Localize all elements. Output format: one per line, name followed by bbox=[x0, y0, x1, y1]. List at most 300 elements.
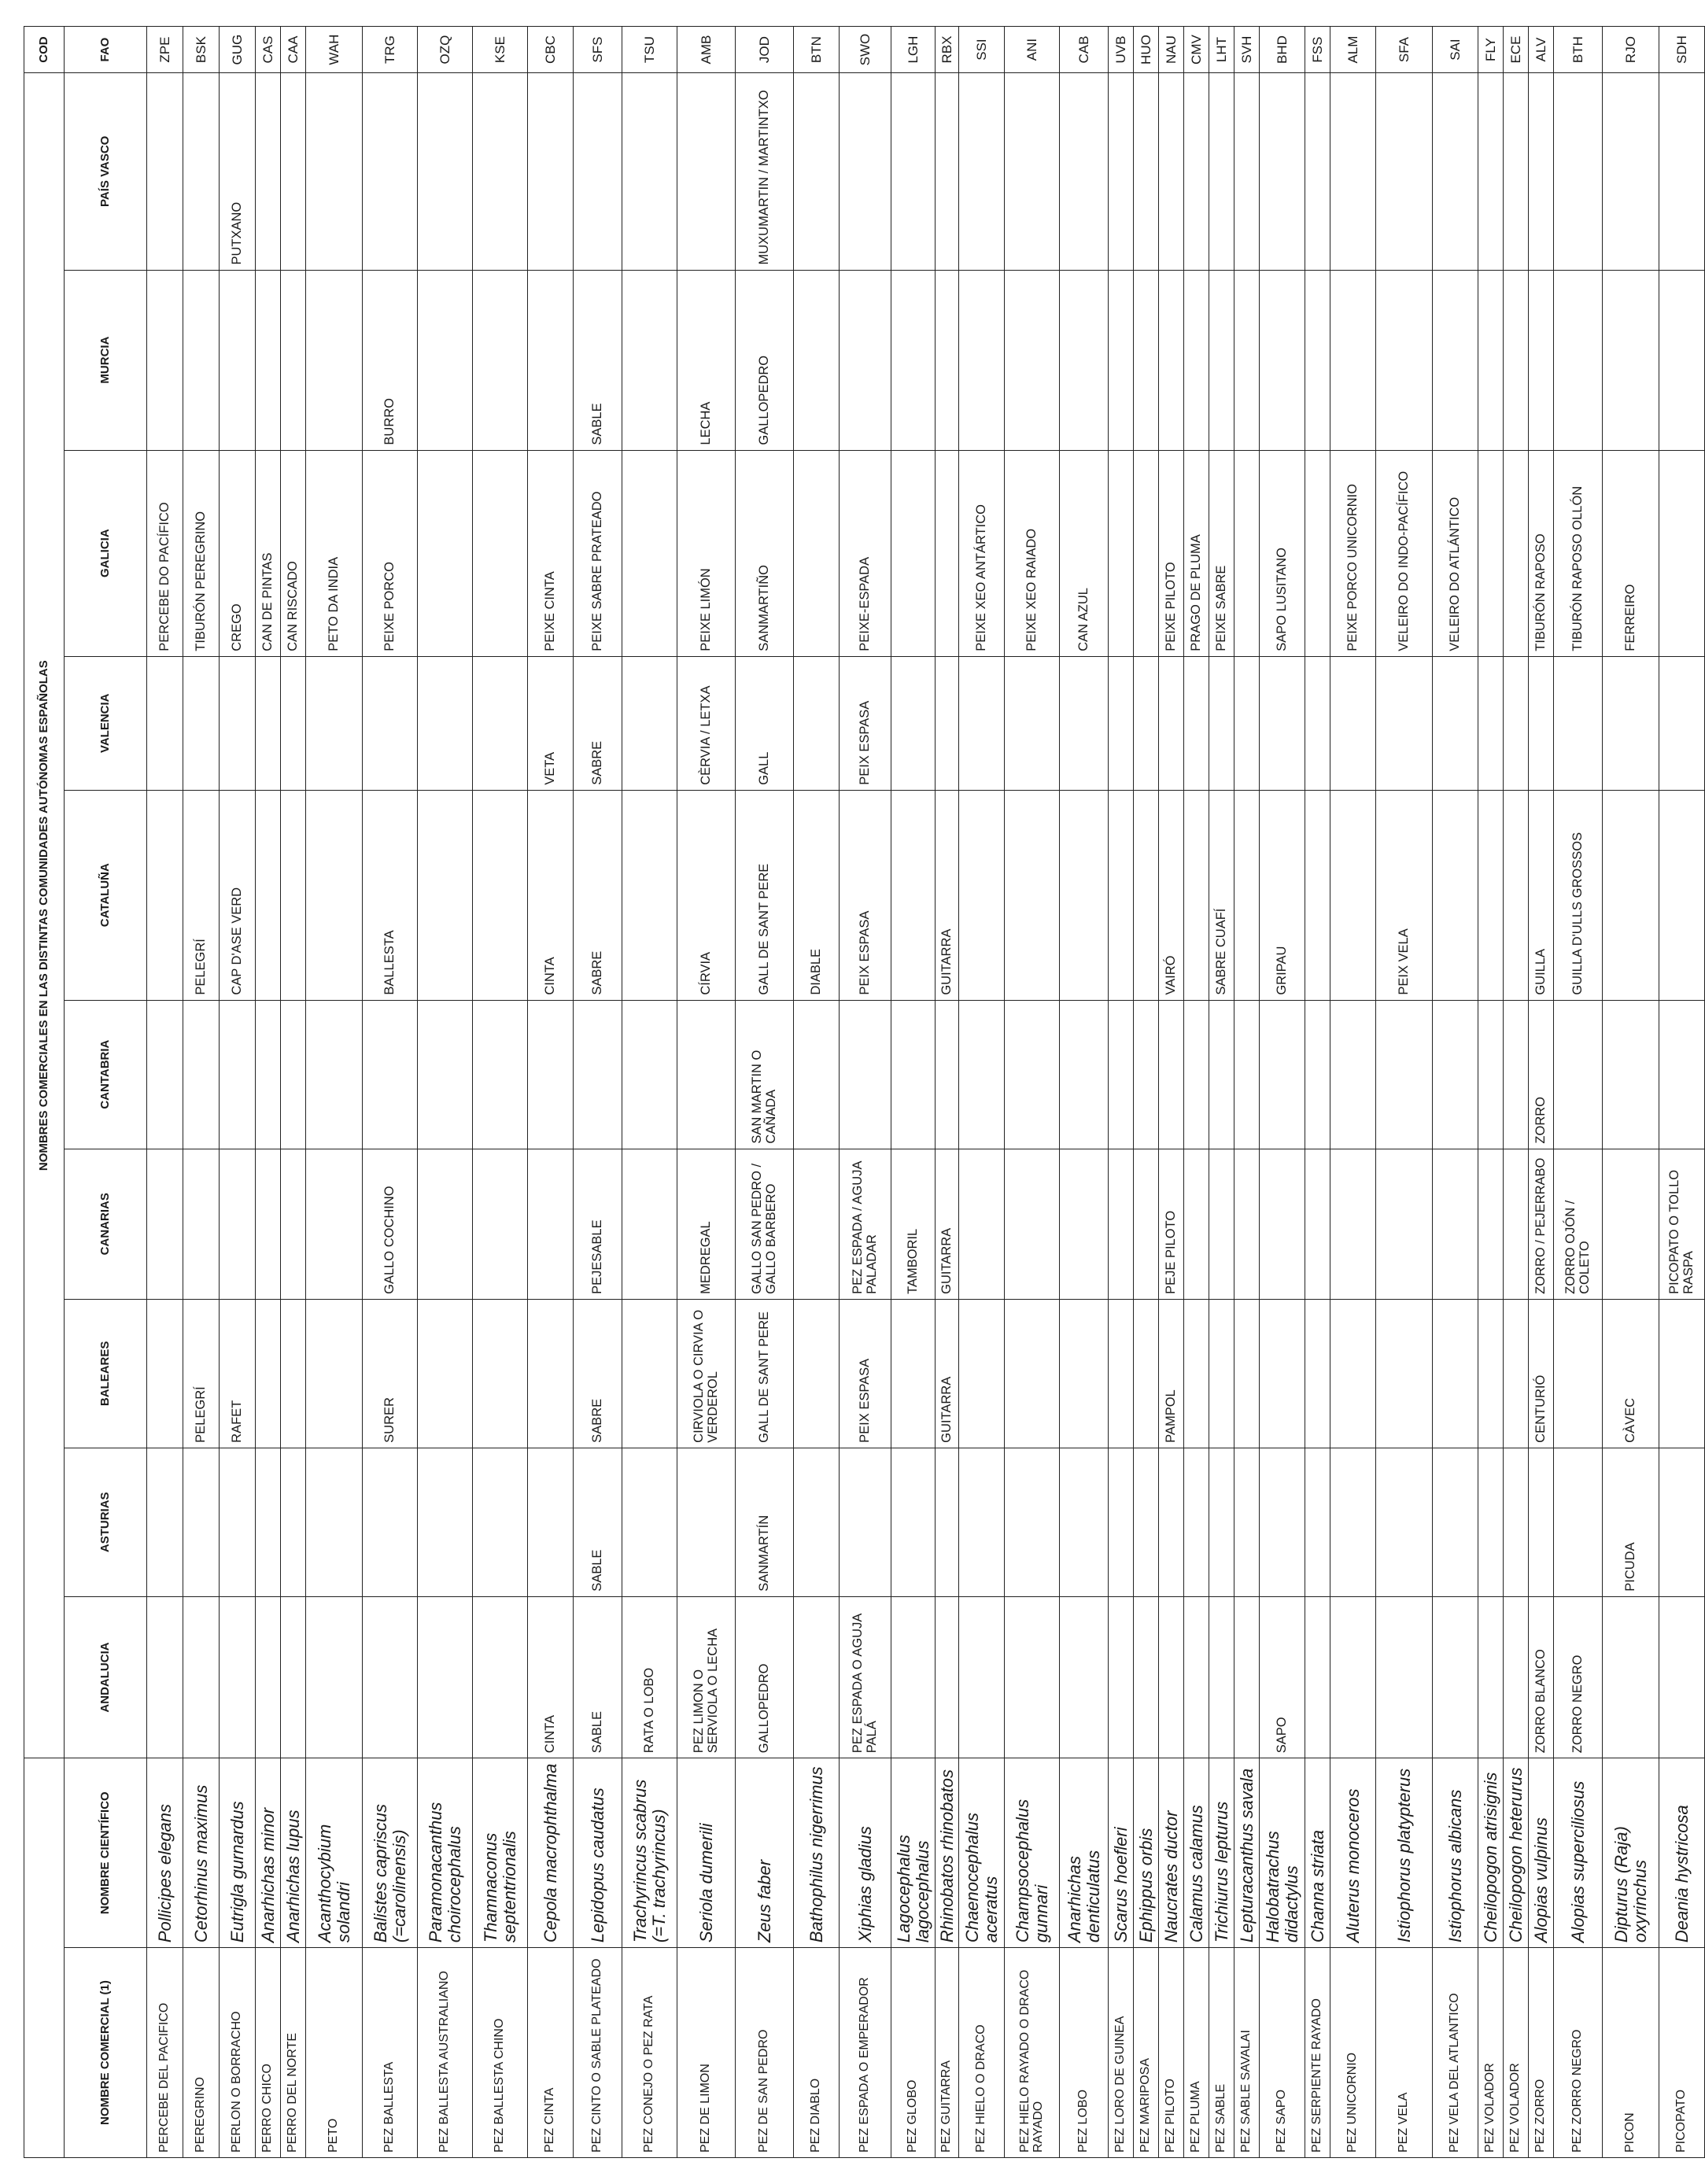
pais-vasco-cell bbox=[1134, 73, 1159, 270]
cataluna-cell: PELEGRÍ bbox=[183, 790, 220, 1000]
baleares-cell bbox=[1659, 1299, 1705, 1448]
canarias-cell: PEJESABLE bbox=[574, 1149, 622, 1299]
valencia-cell bbox=[1376, 656, 1433, 790]
col-header: MURCIA bbox=[65, 270, 147, 450]
scientific-name-cell: Alopias superciliosus bbox=[1554, 1758, 1603, 1948]
fao-code-cell: UVB bbox=[1109, 27, 1134, 73]
murcia-cell bbox=[1529, 270, 1554, 450]
table-row bbox=[220, 27, 256, 2158]
common-name-cell: PEZ DE LIMON bbox=[677, 1948, 736, 2158]
canarias-cell: ZORRO / PEJERRABO bbox=[1529, 1149, 1554, 1299]
cataluna-cell bbox=[1603, 790, 1659, 1000]
valencia-cell bbox=[622, 656, 677, 790]
canarias-cell bbox=[1433, 1149, 1478, 1299]
murcia-cell bbox=[220, 270, 256, 450]
andalucia-cell bbox=[1005, 1596, 1060, 1758]
scientific-name-cell: Paramonacanthus choirocephalus bbox=[418, 1758, 473, 1948]
scientific-name-cell: Cepola macrophthalma bbox=[528, 1758, 574, 1948]
murcia-cell bbox=[1260, 270, 1305, 450]
valencia-cell bbox=[1109, 656, 1134, 790]
header-blank bbox=[24, 1758, 65, 2158]
valencia-cell bbox=[306, 656, 363, 790]
col-header: PAÍS VASCO bbox=[65, 73, 147, 270]
canarias-cell bbox=[1234, 1149, 1260, 1299]
col-header: ASTURIAS bbox=[65, 1448, 147, 1596]
cataluna-cell bbox=[1330, 790, 1376, 1000]
cataluna-cell bbox=[622, 790, 677, 1000]
baleares-cell bbox=[1376, 1299, 1433, 1448]
pais-vasco-cell bbox=[1504, 73, 1529, 270]
canarias-cell bbox=[281, 1149, 306, 1299]
galicia-cell: VELEIRO DO INDO-PACÍFICO bbox=[1376, 450, 1433, 656]
fao-code-cell: SAI bbox=[1433, 27, 1478, 73]
col-header: NOMBRE COMERCIAL (1) bbox=[65, 1948, 147, 2158]
fao-code-cell: CMV bbox=[1184, 27, 1209, 73]
murcia-cell bbox=[959, 270, 1005, 450]
cataluna-cell: DIABLE bbox=[794, 790, 840, 1000]
group-title: NOMBRES COMERCIALES EN LAS DISTINTAS COMUNIDADES AUTÓNOMAS ESPAÑOLAS bbox=[24, 73, 65, 1758]
galicia-cell: PEIXE PILOTO bbox=[1159, 450, 1184, 656]
murcia-cell bbox=[1376, 270, 1433, 450]
galicia-cell: CAN AZUL bbox=[1060, 450, 1109, 656]
cataluna-cell: CÍRVIA bbox=[677, 790, 736, 1000]
valencia-cell bbox=[1184, 656, 1209, 790]
baleares-cell bbox=[1554, 1299, 1603, 1448]
fao-code-cell: FSS bbox=[1305, 27, 1330, 73]
common-name-cell: PEZ VELA DEL ATLANTICO bbox=[1433, 1948, 1478, 2158]
valencia-cell: CÈRVIA / LETXA bbox=[677, 656, 736, 790]
murcia-cell bbox=[256, 270, 281, 450]
baleares-cell bbox=[306, 1299, 363, 1448]
valencia-cell bbox=[891, 656, 936, 790]
valencia-cell bbox=[1603, 656, 1659, 790]
common-name-cell: PEZ ESPADA O EMPERADOR bbox=[840, 1948, 891, 2158]
fao-code-cell: SDH bbox=[1659, 27, 1705, 73]
murcia-cell bbox=[1159, 270, 1184, 450]
andalucia-cell bbox=[256, 1596, 281, 1758]
baleares-cell: GUITARRA bbox=[936, 1299, 959, 1448]
table-row bbox=[1330, 27, 1376, 2158]
asturias-cell bbox=[1330, 1448, 1376, 1596]
andalucia-cell bbox=[363, 1596, 418, 1758]
cataluna-cell bbox=[1478, 790, 1504, 1000]
valencia-cell bbox=[220, 656, 256, 790]
fao-code-cell: JOD bbox=[736, 27, 794, 73]
galicia-cell bbox=[794, 450, 840, 656]
pais-vasco-cell bbox=[1109, 73, 1134, 270]
scientific-name-cell: Naucrates ductor bbox=[1159, 1758, 1184, 1948]
col-header: CANTABRIA bbox=[65, 1000, 147, 1149]
baleares-cell: GALL DE SANT PERE bbox=[736, 1299, 794, 1448]
cantabria-cell: SAN MARTIN O CAÑADA bbox=[736, 1000, 794, 1149]
valencia-cell bbox=[1159, 656, 1184, 790]
andalucia-cell: SAPO bbox=[1260, 1596, 1305, 1758]
andalucia-cell bbox=[1659, 1596, 1705, 1758]
andalucia-cell bbox=[891, 1596, 936, 1758]
pais-vasco-cell bbox=[147, 73, 183, 270]
murcia-cell bbox=[1659, 270, 1705, 450]
baleares-cell bbox=[1060, 1299, 1109, 1448]
cantabria-cell bbox=[1305, 1000, 1330, 1149]
murcia-cell: BURRO bbox=[363, 270, 418, 450]
table-row bbox=[1433, 27, 1478, 2158]
baleares-cell bbox=[959, 1299, 1005, 1448]
common-name-cell: PEZ LORO DE GUINEA bbox=[1109, 1948, 1134, 2158]
asturias-cell bbox=[281, 1448, 306, 1596]
pais-vasco-cell bbox=[1659, 73, 1705, 270]
fao-code-cell: SFA bbox=[1376, 27, 1433, 73]
canarias-cell bbox=[1260, 1149, 1305, 1299]
scientific-name-cell: Deania hystricosa bbox=[1659, 1758, 1705, 1948]
scientific-name-cell: Channa striata bbox=[1305, 1758, 1330, 1948]
fao-code-cell: LGH bbox=[891, 27, 936, 73]
canarias-cell: MEDREGAL bbox=[677, 1149, 736, 1299]
canarias-cell bbox=[1209, 1149, 1234, 1299]
andalucia-cell: PEZ ESPADA O AGUJA PALÁ bbox=[840, 1596, 891, 1758]
cantabria-cell bbox=[528, 1000, 574, 1149]
cataluna-cell bbox=[1134, 790, 1159, 1000]
fao-code-cell: SVH bbox=[1234, 27, 1260, 73]
col-header: FAO bbox=[65, 27, 147, 73]
pais-vasco-cell bbox=[528, 73, 574, 270]
common-name-cell: PEREGRINO bbox=[183, 1948, 220, 2158]
andalucia-cell bbox=[1209, 1596, 1234, 1758]
valencia-cell: PEIX ESPASA bbox=[840, 656, 891, 790]
valencia-cell bbox=[1260, 656, 1305, 790]
murcia-cell bbox=[183, 270, 220, 450]
asturias-cell bbox=[1109, 1448, 1134, 1596]
valencia-cell bbox=[1134, 656, 1159, 790]
table-row bbox=[1305, 27, 1330, 2158]
murcia-cell bbox=[1330, 270, 1376, 450]
cantabria-cell bbox=[1659, 1000, 1705, 1149]
andalucia-cell: ZORRO NEGRO bbox=[1554, 1596, 1603, 1758]
fao-code-cell: ALM bbox=[1330, 27, 1376, 73]
andalucia-cell bbox=[794, 1596, 840, 1758]
galicia-cell: CAN DE PINTAS bbox=[256, 450, 281, 656]
common-name-cell: PERCEBE DEL PACIFICO bbox=[147, 1948, 183, 2158]
pais-vasco-cell bbox=[1184, 73, 1209, 270]
canarias-cell bbox=[528, 1149, 574, 1299]
table-row bbox=[1234, 27, 1260, 2158]
asturias-cell bbox=[220, 1448, 256, 1596]
pais-vasco-cell bbox=[1209, 73, 1234, 270]
cantabria-cell bbox=[1504, 1000, 1529, 1149]
common-name-cell: PERRO DEL NORTE bbox=[281, 1948, 306, 2158]
pais-vasco-cell bbox=[794, 73, 840, 270]
baleares-cell bbox=[1305, 1299, 1330, 1448]
cataluna-cell bbox=[473, 790, 528, 1000]
andalucia-cell bbox=[1504, 1596, 1529, 1758]
andalucia-cell bbox=[1603, 1596, 1659, 1758]
common-name-cell: PEZ CINTA bbox=[528, 1948, 574, 2158]
fao-code-cell: RJO bbox=[1603, 27, 1659, 73]
galicia-cell bbox=[1504, 450, 1529, 656]
galicia-cell: PEIXE XEO RAIADO bbox=[1005, 450, 1060, 656]
valencia-cell: SABRE bbox=[574, 656, 622, 790]
cantabria-cell bbox=[1433, 1000, 1478, 1149]
canarias-cell: PEJE PILOTO bbox=[1159, 1149, 1184, 1299]
common-name-cell: PERRO CHICO bbox=[256, 1948, 281, 2158]
cataluna-cell bbox=[1659, 790, 1705, 1000]
fao-code-cell: AMB bbox=[677, 27, 736, 73]
galicia-cell: FERREIRO bbox=[1603, 450, 1659, 656]
baleares-cell bbox=[1209, 1299, 1234, 1448]
scientific-name-cell: Lepturacanthus savala bbox=[1234, 1758, 1260, 1948]
valencia-cell bbox=[473, 656, 528, 790]
cantabria-cell bbox=[1134, 1000, 1159, 1149]
fao-code-cell: ANI bbox=[1005, 27, 1060, 73]
asturias-cell bbox=[1134, 1448, 1159, 1596]
cataluna-cell: GUILLA D'ULLS GROSSOS bbox=[1554, 790, 1603, 1000]
murcia-cell bbox=[891, 270, 936, 450]
common-name-cell: PEZ VOLADOR bbox=[1478, 1948, 1504, 2158]
cataluna-cell: SABRE bbox=[574, 790, 622, 1000]
andalucia-cell bbox=[1478, 1596, 1504, 1758]
cataluna-cell bbox=[1504, 790, 1529, 1000]
baleares-cell: SABRE bbox=[574, 1299, 622, 1448]
fao-code-cell: SWO bbox=[840, 27, 891, 73]
pais-vasco-cell bbox=[1159, 73, 1184, 270]
cantabria-cell bbox=[1554, 1000, 1603, 1149]
common-name-cell: PEZ PILOTO bbox=[1159, 1948, 1184, 2158]
pais-vasco-cell bbox=[1060, 73, 1109, 270]
pais-vasco-cell bbox=[1376, 73, 1433, 270]
pais-vasco-cell bbox=[1005, 73, 1060, 270]
baleares-cell bbox=[1005, 1299, 1060, 1448]
baleares-cell bbox=[147, 1299, 183, 1448]
andalucia-cell bbox=[220, 1596, 256, 1758]
valencia-cell bbox=[936, 656, 959, 790]
canarias-cell bbox=[1060, 1149, 1109, 1299]
galicia-cell bbox=[1234, 450, 1260, 656]
fao-code-cell: LHT bbox=[1209, 27, 1234, 73]
asturias-cell bbox=[936, 1448, 959, 1596]
murcia-cell bbox=[473, 270, 528, 450]
cataluna-cell bbox=[256, 790, 281, 1000]
canarias-cell: GALLO COCHINO bbox=[363, 1149, 418, 1299]
galicia-cell: SANMARTIÑO bbox=[736, 450, 794, 656]
cantabria-cell bbox=[840, 1000, 891, 1149]
table-row bbox=[1134, 27, 1159, 2158]
asturias-cell bbox=[1659, 1448, 1705, 1596]
baleares-cell bbox=[1184, 1299, 1209, 1448]
scientific-name-cell: Champsocephalus gunnari bbox=[1005, 1758, 1060, 1948]
common-name-cell: PEZ SABLE SAVALAI bbox=[1234, 1948, 1260, 2158]
cataluna-cell: CAP D'ASE VERD bbox=[220, 790, 256, 1000]
andalucia-cell bbox=[1159, 1596, 1184, 1758]
galicia-cell: TIBURÓN RAPOSO bbox=[1529, 450, 1554, 656]
andalucia-cell bbox=[306, 1596, 363, 1758]
baleares-cell bbox=[1134, 1299, 1159, 1448]
murcia-cell bbox=[1603, 270, 1659, 450]
fao-code-cell: WAH bbox=[306, 27, 363, 73]
cantabria-cell bbox=[1109, 1000, 1134, 1149]
scientific-name-cell: Ephippus orbis bbox=[1134, 1758, 1159, 1948]
valencia-cell bbox=[418, 656, 473, 790]
table-row bbox=[1478, 27, 1504, 2158]
cantabria-cell bbox=[473, 1000, 528, 1149]
col-header: CATALUÑA bbox=[65, 790, 147, 1000]
common-name-cell: PEZ HIELO O DRACO bbox=[959, 1948, 1005, 2158]
col-header: BALEARES bbox=[65, 1299, 147, 1448]
baleares-cell bbox=[1504, 1299, 1529, 1448]
valencia-cell bbox=[1478, 656, 1504, 790]
cataluna-cell bbox=[1433, 790, 1478, 1000]
cantabria-cell bbox=[959, 1000, 1005, 1149]
table-row bbox=[281, 27, 306, 2158]
canarias-cell bbox=[1504, 1149, 1529, 1299]
common-name-cell: PEZ UNICORNIO bbox=[1330, 1948, 1376, 2158]
col-header: NOMBRE CIENTÍFICO bbox=[65, 1758, 147, 1948]
cod-header: COD bbox=[24, 27, 65, 73]
fao-code-cell: CAA bbox=[281, 27, 306, 73]
pais-vasco-cell bbox=[256, 73, 281, 270]
table-row bbox=[574, 27, 622, 2158]
galicia-cell: PEIXE SABRE PRATEADO bbox=[574, 450, 622, 656]
table-row bbox=[1376, 27, 1433, 2158]
pais-vasco-cell bbox=[1478, 73, 1504, 270]
galicia-cell: VELEIRO DO ATLÁNTICO bbox=[1433, 450, 1478, 656]
pais-vasco-cell bbox=[1234, 73, 1260, 270]
galicia-cell: CAN RISCADO bbox=[281, 450, 306, 656]
pais-vasco-cell bbox=[281, 73, 306, 270]
fao-code-cell: ALV bbox=[1529, 27, 1554, 73]
pais-vasco-cell bbox=[1529, 73, 1554, 270]
andalucia-cell: RATA O LOBO bbox=[622, 1596, 677, 1758]
baleares-cell bbox=[1330, 1299, 1376, 1448]
valencia-cell bbox=[256, 656, 281, 790]
cantabria-cell bbox=[1005, 1000, 1060, 1149]
cantabria-cell bbox=[1260, 1000, 1305, 1149]
valencia-cell bbox=[1433, 656, 1478, 790]
andalucia-cell bbox=[936, 1596, 959, 1758]
fao-code-cell: FLY bbox=[1478, 27, 1504, 73]
col-header: VALENCIA bbox=[65, 656, 147, 790]
common-name-cell: PEZ CONEJO O PEZ RATA bbox=[622, 1948, 677, 2158]
murcia-cell bbox=[1005, 270, 1060, 450]
fao-code-cell: CAS bbox=[256, 27, 281, 73]
canarias-cell bbox=[1184, 1149, 1209, 1299]
common-name-cell: PEZ ZORRO bbox=[1529, 1948, 1554, 2158]
canarias-cell bbox=[220, 1149, 256, 1299]
fao-code-cell: HUO bbox=[1134, 27, 1159, 73]
cantabria-cell bbox=[256, 1000, 281, 1149]
baleares-cell bbox=[256, 1299, 281, 1448]
common-name-cell: PEZ ZORRO NEGRO bbox=[1554, 1948, 1603, 2158]
andalucia-cell bbox=[1305, 1596, 1330, 1758]
cantabria-cell bbox=[281, 1000, 306, 1149]
cantabria-cell bbox=[622, 1000, 677, 1149]
galicia-cell: PRAGO DE PLUMA bbox=[1184, 450, 1209, 656]
scientific-name-cell: Trachyrincus scabrus (=T. trachyrincus) bbox=[622, 1758, 677, 1948]
valencia-cell bbox=[1529, 656, 1554, 790]
canarias-cell bbox=[183, 1149, 220, 1299]
cataluna-cell bbox=[1305, 790, 1330, 1000]
murcia-cell bbox=[794, 270, 840, 450]
scientific-name-cell: Thamnaconus septentrionalis bbox=[473, 1758, 528, 1948]
scientific-name-cell: Anarhichas minor bbox=[256, 1758, 281, 1948]
table-row bbox=[677, 27, 736, 2158]
valencia-cell bbox=[183, 656, 220, 790]
cataluna-cell bbox=[1109, 790, 1134, 1000]
galicia-cell: TIBURÓN PEREGRINO bbox=[183, 450, 220, 656]
common-name-cell: PERLON O BORRACHO bbox=[220, 1948, 256, 2158]
asturias-cell bbox=[794, 1448, 840, 1596]
fao-code-cell: BTH bbox=[1554, 27, 1603, 73]
valencia-cell: GALL bbox=[736, 656, 794, 790]
galicia-cell: TIBURÓN RAPOSO OLLÓN bbox=[1554, 450, 1603, 656]
table-row bbox=[1005, 27, 1060, 2158]
asturias-cell bbox=[1305, 1448, 1330, 1596]
scientific-name-cell: Anarhichas lupus bbox=[281, 1758, 306, 1948]
fao-code-cell: RBX bbox=[936, 27, 959, 73]
murcia-cell bbox=[622, 270, 677, 450]
cantabria-cell bbox=[363, 1000, 418, 1149]
asturias-cell bbox=[677, 1448, 736, 1596]
cantabria-cell bbox=[1184, 1000, 1209, 1149]
galicia-cell bbox=[1478, 450, 1504, 656]
asturias-cell bbox=[147, 1448, 183, 1596]
asturias-cell bbox=[1159, 1448, 1184, 1596]
table-row bbox=[147, 27, 183, 2158]
common-name-cell: PEZ SAPO bbox=[1260, 1948, 1305, 2158]
canarias-cell bbox=[794, 1149, 840, 1299]
table-row bbox=[528, 27, 574, 2158]
canarias-cell: GALLO SAN PEDRO / GALLO BARBERO bbox=[736, 1149, 794, 1299]
galicia-cell: PEIXE CINTA bbox=[528, 450, 574, 656]
common-name-cell: PEZ HIELO RAYADO O DRACO RAYADO bbox=[1005, 1948, 1060, 2158]
cataluna-cell: PEIX VELA bbox=[1376, 790, 1433, 1000]
table-body bbox=[147, 27, 1705, 2158]
baleares-cell: PAMPOL bbox=[1159, 1299, 1184, 1448]
murcia-cell bbox=[1184, 270, 1209, 450]
canarias-cell bbox=[1005, 1149, 1060, 1299]
fao-code-cell: CAB bbox=[1060, 27, 1109, 73]
baleares-cell bbox=[794, 1299, 840, 1448]
asturias-cell bbox=[1376, 1448, 1433, 1596]
andalucia-cell bbox=[1060, 1596, 1109, 1758]
cantabria-cell bbox=[1234, 1000, 1260, 1149]
andalucia-cell bbox=[147, 1596, 183, 1758]
common-name-cell: PETO bbox=[306, 1948, 363, 2158]
cataluna-cell: CINTA bbox=[528, 790, 574, 1000]
asturias-cell bbox=[1433, 1448, 1478, 1596]
baleares-cell bbox=[528, 1299, 574, 1448]
asturias-cell: SANMARTÍN bbox=[736, 1448, 794, 1596]
fao-code-cell: ZPE bbox=[147, 27, 183, 73]
col-header: GALICIA bbox=[65, 450, 147, 656]
common-name-cell: PEZ BALLESTA bbox=[363, 1948, 418, 2158]
murcia-cell bbox=[418, 270, 473, 450]
cataluna-cell: GUITARRA bbox=[936, 790, 959, 1000]
table-row bbox=[418, 27, 473, 2158]
galicia-cell bbox=[1305, 450, 1330, 656]
valencia-cell bbox=[1305, 656, 1330, 790]
asturias-cell: SABLE bbox=[574, 1448, 622, 1596]
galicia-cell: SAPO LUSITANO bbox=[1260, 450, 1305, 656]
fao-code-cell: GUG bbox=[220, 27, 256, 73]
galicia-cell: PEIXE SABRE bbox=[1209, 450, 1234, 656]
andalucia-cell bbox=[1109, 1596, 1134, 1758]
baleares-cell bbox=[891, 1299, 936, 1448]
baleares-cell bbox=[1260, 1299, 1305, 1448]
table-row bbox=[1060, 27, 1109, 2158]
scientific-name-cell: Zeus faber bbox=[736, 1758, 794, 1948]
asturias-cell bbox=[306, 1448, 363, 1596]
andalucia-cell bbox=[418, 1596, 473, 1758]
cataluna-cell: GALL DE SANT PERE bbox=[736, 790, 794, 1000]
